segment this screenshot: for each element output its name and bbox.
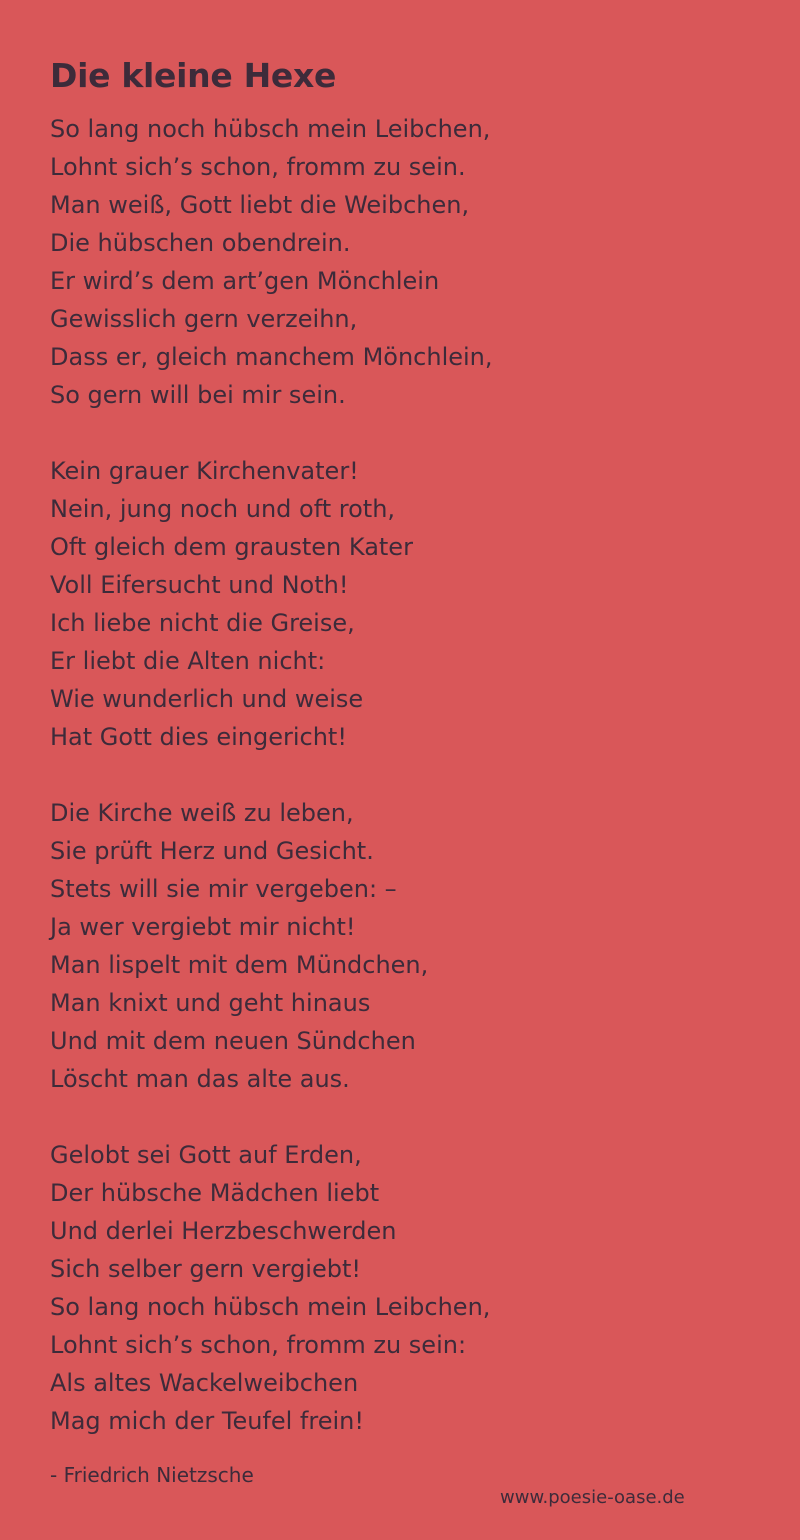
poem-line: Gewisslich gern verzeihn,: [50, 305, 358, 333]
stanza-4: [50, 1136, 770, 1440]
poem-line: Man lispelt mit dem Mündchen,: [50, 951, 429, 979]
poem-line: Ich liebe nicht die Greise,: [50, 609, 355, 637]
poem-line: Er liebt die Alten nicht:: [50, 647, 326, 675]
poem-line: Und mit dem neuen Sündchen: [50, 1027, 416, 1055]
poem-line: So lang noch hübsch mein Leibchen,: [50, 1293, 491, 1321]
poem-line: Lohnt sich’s schon, fromm zu sein.: [50, 153, 466, 181]
poem-line: Gelobt sei Gott auf Erden,: [50, 1141, 362, 1169]
poem-line: Nein, jung noch und oft roth,: [50, 495, 396, 523]
poem-line: Man knixt und geht hinaus: [50, 989, 371, 1017]
poem-body: [50, 110, 770, 1478]
stanza-1: [50, 110, 770, 414]
poem-line: Lohnt sich’s schon, fromm zu sein:: [50, 1331, 467, 1359]
poem-line: Die hübschen obendrein.: [50, 229, 351, 257]
poem-line: Mag mich der Teufel frein!: [50, 1407, 364, 1435]
poem-line: So lang noch hübsch mein Leibchen,: [50, 115, 491, 143]
poem-line: Voll Eifersucht und Noth!: [50, 571, 349, 599]
poem-title: Die kleine Hexe: [50, 56, 337, 95]
poem-line: Man weiß, Gott liebt die Weibchen,: [50, 191, 470, 219]
stanza-2: [50, 452, 770, 756]
poem-line: Als altes Wackelweibchen: [50, 1369, 359, 1397]
stanza-3: [50, 794, 770, 1098]
poem-line: Sich selber gern vergiebt!: [50, 1255, 362, 1283]
poem-line: Sie prüft Herz und Gesicht.: [50, 837, 374, 865]
poem-line: Er wird’s dem art’gen Mönchlein: [50, 267, 440, 295]
poem-line: Der hübsche Mädchen liebt: [50, 1179, 380, 1207]
poem-line: Hat Gott dies eingericht!: [50, 723, 347, 751]
poem-line: Und derlei Herzbeschwerden: [50, 1217, 397, 1245]
poem-line: Die Kirche weiß zu leben,: [50, 799, 354, 827]
poem-line: Löscht man das alte aus.: [50, 1065, 350, 1093]
poem-line: Stets will sie mir vergeben: –: [50, 875, 397, 903]
website-credit: www.poesie-oase.de: [500, 1487, 685, 1508]
poem-line: Ja wer vergiebt mir nicht!: [50, 913, 356, 941]
poem-line: Wie wunderlich und weise: [50, 685, 364, 713]
poem-author: - Friedrich Nietzsche: [50, 1463, 254, 1487]
poem-line: Dass er, gleich manchem Mönchlein,: [50, 343, 493, 371]
poem-line: Oft gleich dem grausten Kater: [50, 533, 413, 561]
poem-line: So gern will bei mir sein.: [50, 381, 346, 409]
poem-line: Kein grauer Kirchenvater!: [50, 457, 359, 485]
